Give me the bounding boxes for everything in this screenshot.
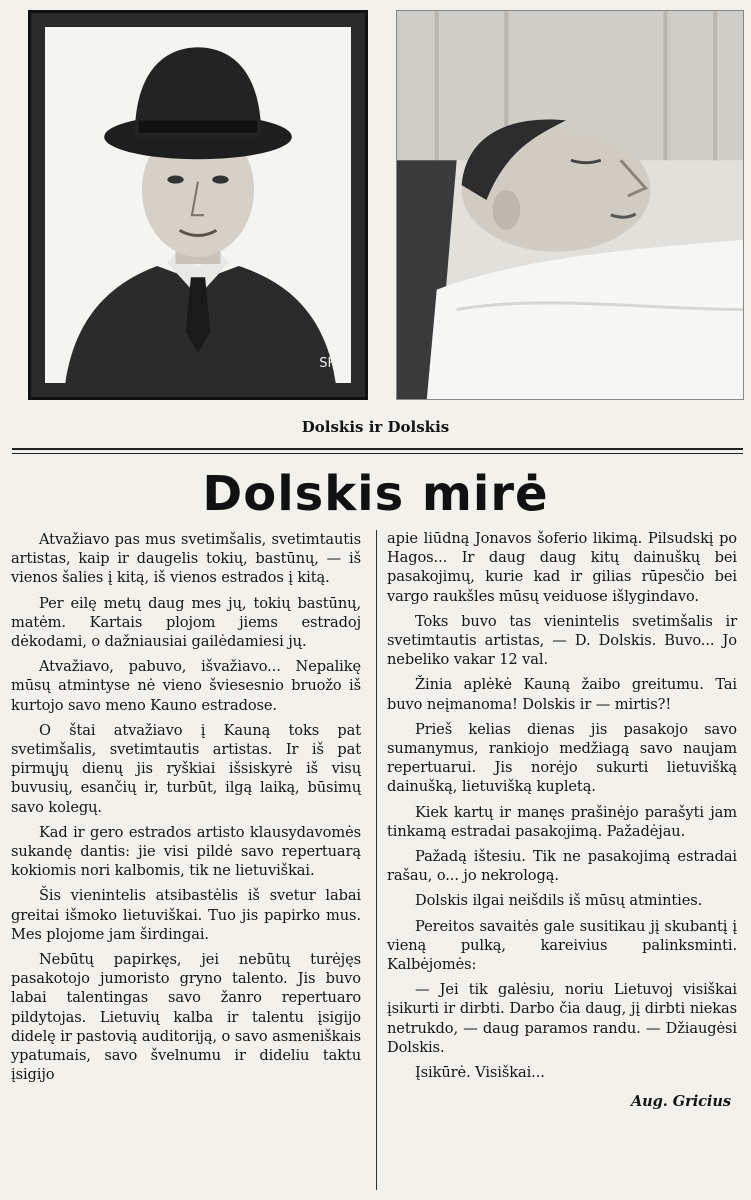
paragraph: Pažadą ištesiu. Tik ne pasakojimą estradai rašau, o... jo nekrologą. (387, 848, 737, 885)
paragraph: Kad ir gero estrados artisto klausydavomės sukandę dantis: jie visi pildė savo repertuarą kokiomis nori kalbomis, tik ne lietuviškai. (11, 823, 361, 880)
paragraph: — Jei tik galėsiu, noriu Lietuvoj visiškai įsikurti ir dirbti. Darbo čia daug, jį dirbti niekas netrukdo, — daug paramos randu. — Džiaugėsi Dolskis. (387, 981, 737, 1056)
column-divider (376, 530, 377, 1190)
section-rule-thin (12, 453, 743, 454)
photo-caption: Dolskis ir Dolskis (301, 418, 450, 436)
section-rule (12, 448, 743, 450)
paragraph: Toks buvo tas vienintelis svetimšalis ir svetimtautis artistas, — D. Dolskis. Buvo... Jo nebeliko vakar 12 val. (387, 612, 737, 669)
deathbed-illustration (397, 11, 743, 399)
portrait-photo (28, 10, 368, 400)
portrait-illustration (45, 27, 351, 383)
article-column-right (387, 529, 737, 1111)
paragraph: Dolskis ilgai neišdils iš mūsų atminties. (415, 892, 703, 910)
paragraph: Kiek kartų ir manęs prašinėjo parašyti jam tinkamą estradai pasakojimą. Pažadėjau. (387, 803, 737, 840)
article-column-left (11, 530, 361, 1090)
paragraph: Žinia aplėkė Kauną žaibo greitumu. Tai buvo neįmanoma! Dolskis ir — mirtis?! (387, 676, 737, 713)
paragraph: Nebūtų papirkęs, jei nebūtų turėjęs pasakotojo jumoristo gryno talento. Jis buvo labai talentingas savo žanro repertuaro pildytojas. Lietuvių kalba ir talentu įsigijo didelę ir pastovią auditoriją, o savo asmeniškais ypatumais, savo švelnumu ir dideliu taktu įsigijo (11, 951, 361, 1084)
paragraph: Atvažiavo pas mus svetimšalis, svetimtautis artistas, kaip ir daugelis tokių, bastūnų, — iš vienos šalies į kitą, iš vienos estrados į kitą. (11, 531, 361, 587)
headline: Dolskis mirė (202, 466, 549, 522)
paragraph: Prieš kelias dienas jis pasakojo savo sumanymus, rankiojo medžiagą savo naujam repertuarui. Jis norėjo sukurti lietuvišką dainušką, lietuvišką kupletą. (387, 720, 737, 796)
author-signature: Aug. Gricius (630, 1093, 731, 1111)
paragraph: O štai atvažiavo į Kauną toks pat svetimšalis, svetimtautis artistas. Ir iš pat pirmųjų dienų jis ryškiai išsiskyrė iš visų buvusių, esančių ir, turbūt, ilgą laiką, būsimų savo kolegų. (11, 721, 361, 816)
paragraph: Atvažiavo, pabuvo, išvažiavo... Nepalikę mūsų atmintyse nė vieno šviesesnio bruožo iš kurtojo savo meno Kauno estradose. (11, 658, 361, 714)
deathbed-photo (396, 10, 744, 400)
paragraph: Įsikūrė. Visiškai... (415, 1064, 545, 1082)
paragraph: apie liūdną Jonavos šoferio likimą. Pilsudskį po Hagos... Ir daug daug kitų dainuškų bei pasakojimų, kurie kad ir gilias rūpesčio bei vargo raukšles mūsų veiduose išlygindavo. (387, 530, 737, 605)
paragraph: Pereitos savaitės gale susitikau jį skubantį į vieną pulką, kareivius palinksminti. Kalbėjomės: (387, 917, 737, 974)
paragraph: Šis vienintelis atsibastėlis iš svetur labai greitai išmoko lietuviškai. Tuo jis papirko mus. Mes plojome jam širdingai. (11, 887, 361, 943)
photo-signature: SF (319, 356, 335, 371)
paragraph: Per eilę metų daug mes jų, tokių bastūnų, matėm. Kartais plojom jiems estradoj dėkodami, o dažniausiai gailėdamiesi jų. (11, 594, 361, 651)
